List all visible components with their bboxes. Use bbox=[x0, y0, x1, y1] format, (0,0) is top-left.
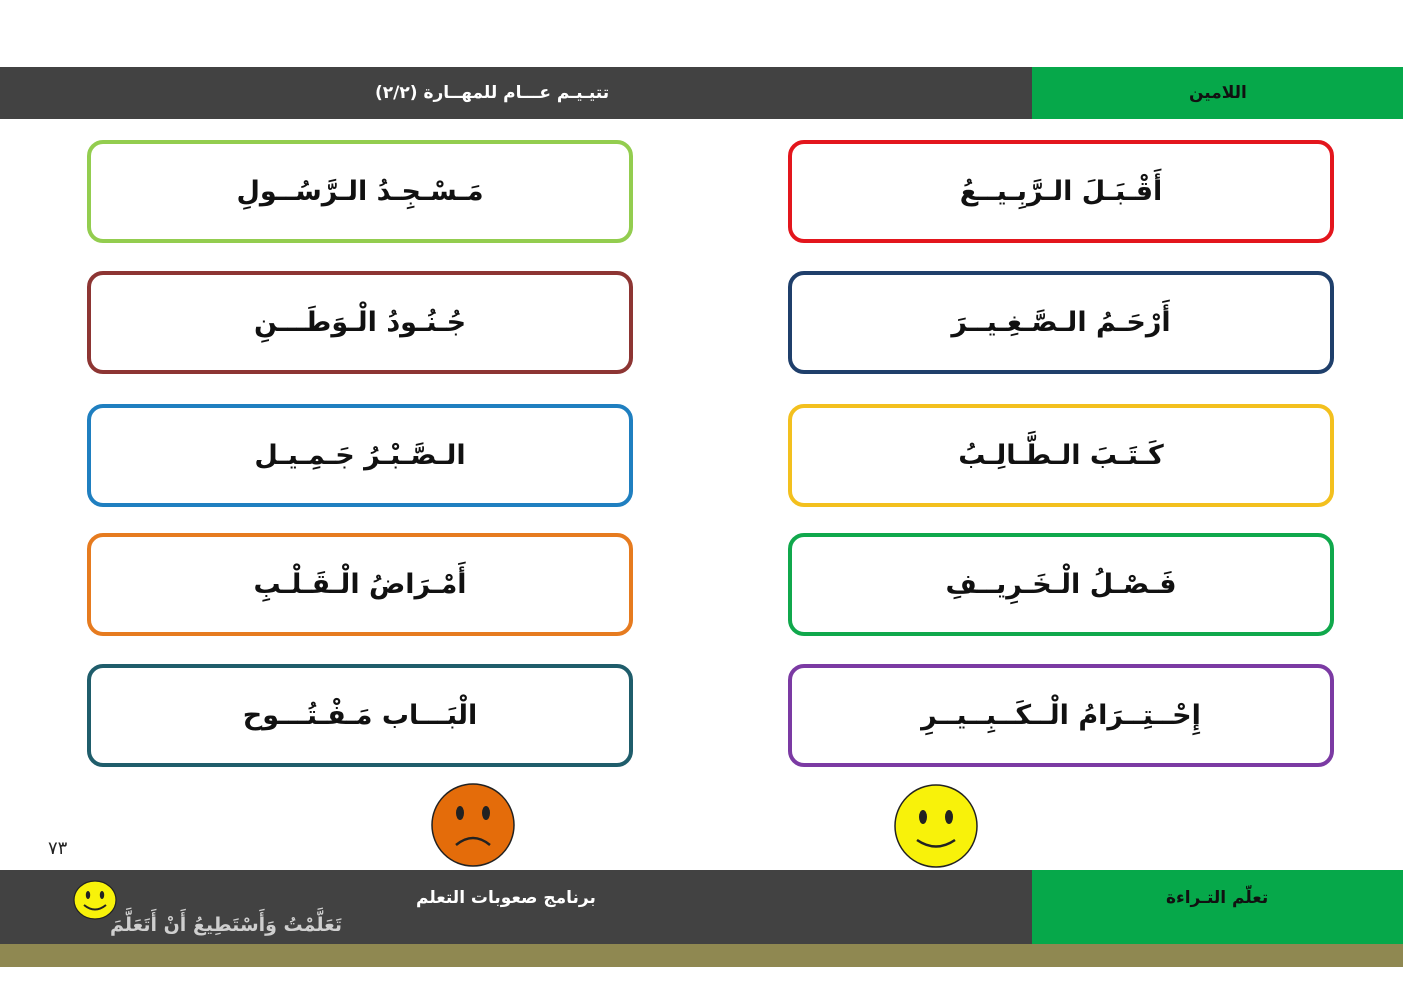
page-number: ٧٣ bbox=[48, 838, 68, 859]
footer-subject-title: تعلّم التـراءة bbox=[1166, 888, 1269, 908]
phrase-text: أَرْحَـمُ الـصَّـغِـيــرَ bbox=[951, 307, 1171, 338]
footer-olive-strip bbox=[0, 944, 1403, 967]
phrase-text: الـصَّـبْـرُ جَـمِـيـل bbox=[254, 440, 466, 471]
footer-bar-dark bbox=[0, 870, 1032, 944]
phrase-text: أَمْـرَاضُ الْـقَـلْـبِ bbox=[253, 569, 467, 600]
phrase-text: أَقْـبَـلَ الـرَّبِـيــعُ bbox=[959, 176, 1163, 207]
phrase-card bbox=[87, 404, 633, 507]
section-title: اللامين bbox=[1189, 83, 1247, 103]
sad-face-icon bbox=[430, 783, 516, 867]
phrase-text: جُـنُـودُ الْـوَطَـــنِ bbox=[253, 307, 467, 338]
phrase-card bbox=[788, 404, 1334, 507]
program-title: برنامج صعوبات التعلم bbox=[416, 888, 596, 908]
phrase-card bbox=[788, 271, 1334, 374]
phrase-text: الْبَـــاب مَـفْـتُـــوح bbox=[242, 700, 478, 731]
phrase-card bbox=[788, 533, 1334, 636]
phrase-text: مَـسْـجِـدُ الـرَّسُــولِ bbox=[236, 176, 484, 207]
phrase-text: إِحْــتِــرَامُ الْــكَــبِــيــرِ bbox=[921, 700, 1201, 731]
header-bar-green bbox=[1032, 67, 1403, 119]
page-title: تتيـيـم عـــام للمهــارة (٢/٢) bbox=[375, 83, 610, 103]
header-bar-dark bbox=[0, 67, 1032, 119]
phrase-card bbox=[87, 140, 633, 243]
phrase-card bbox=[788, 664, 1334, 767]
phrase-text: فَـصْـلُ الْـخَـرِيــفِ bbox=[945, 569, 1177, 600]
happy-face-icon bbox=[893, 783, 979, 869]
phrase-card bbox=[87, 271, 633, 374]
phrase-card bbox=[788, 140, 1334, 243]
phrase-card bbox=[87, 533, 633, 636]
footer-bar-green bbox=[1032, 870, 1403, 944]
phrase-card bbox=[87, 664, 633, 767]
phrase-text: كَـتَـبَ الـطَّـالِـبُ bbox=[958, 440, 1164, 471]
slogan-text: تَعَلَّمْتُ وَأَسْتَطِيعُ أَنْ أَتَعَلَّمَ bbox=[109, 914, 343, 936]
